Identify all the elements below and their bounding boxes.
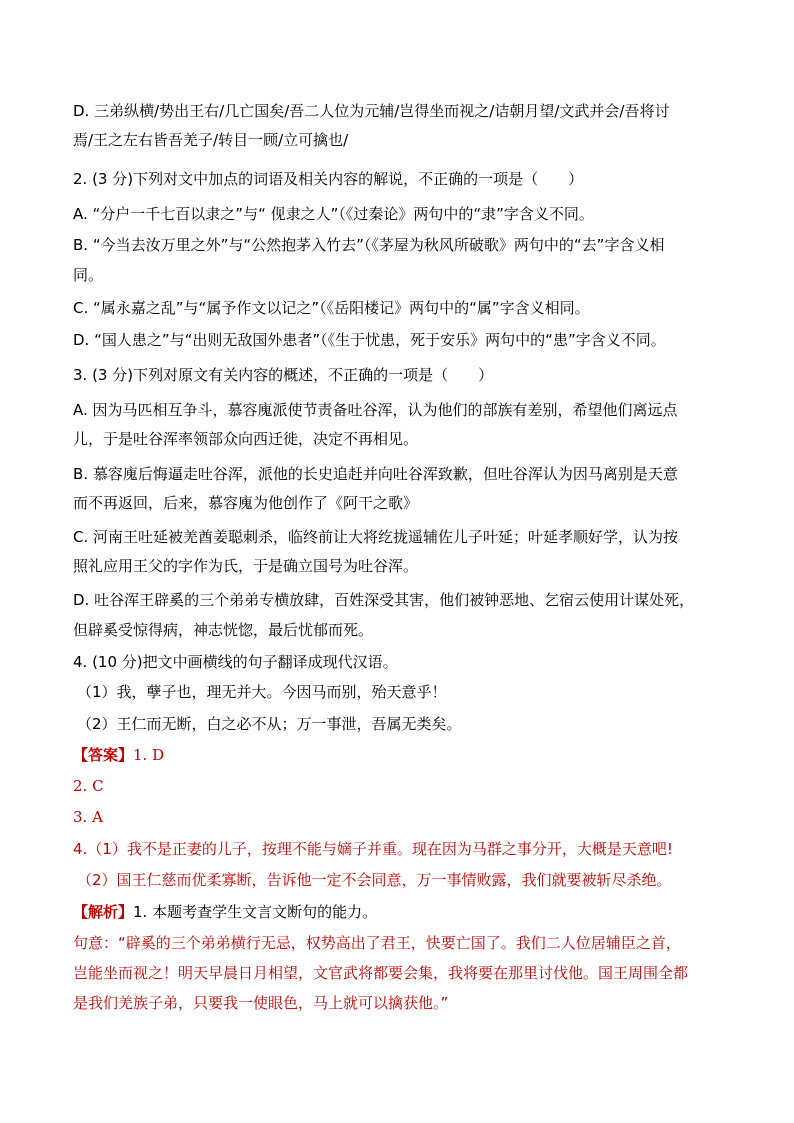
q2-option-d: D. “国人患之”与“出则无敌国外患者”（《生于忧患，死于安乐》两句中的“患”字含义不同。 (73, 331, 666, 349)
analysis-first: 1. 本题考查学生文言文断句的能力。 (133, 903, 378, 921)
q1-option-d-line1: D. 三弟纵横/势出王右/几亡国矣/吾二人位为元辅/岂得坐而视之/诘朝月望/文武并会/吾将讨 (73, 102, 670, 120)
answer-tag: 【答案】 (73, 746, 134, 764)
q3-option-b-line2: 而不再返回，后来，慕容廆为他创作了《阿干之歌》 (73, 494, 419, 512)
q4-sentence-2: （2）王仁而无断，白之必不从；万一事泄，吾属无类矣。 (77, 715, 462, 733)
q2-option-c: C. “属永嘉之乱”与“属予作文以记之”（《岳阳楼记》两句中的“属”字含义相同。 (73, 299, 590, 317)
q2-stem: 2. (3 分)下列对文中加点的词语及相关内容的解说，不正确的一项是（ ） (73, 170, 584, 188)
q4-stem: 4. (10 分)把文中画横线的句子翻译成现代汉语。 (73, 653, 398, 671)
analysis-tag: 【解析】 (73, 903, 134, 921)
q3-option-c-line2: 照礼应用王父的字作为氏，于是确立国号为吐谷浑。 (73, 557, 419, 575)
q3-option-a-line1: A. 因为马匹相互争斗，慕容廆派使节责备吐谷浑，认为他们的部族有差别，希望他们离远点 (73, 401, 678, 419)
answer-3: 3. A (73, 808, 103, 826)
analysis-text-line2: 岂能坐而视之！明天早晨日月相望，文官武将都要会集，我将要在那里讨伐他。国王周围全都 (73, 964, 689, 982)
q3-stem: 3. (3 分)下列对原文有关内容的概述，不正确的一项是（ ） (73, 366, 494, 384)
answer-4-1: 4.（1）我不是正妻的儿子，按理不能与嫡子并重。现在因为马群之事分开，大概是天意吧! (73, 840, 673, 858)
q3-option-c-line1: C. 河南王吐延被羌酋姜聪刺杀，临终前让大将纥拢遥辅佐儿子叶延；叶延孝顺好学，认为按 (73, 528, 679, 546)
q4-sentence-1: （1）我，孽子也，理无并大。今因马而别，殆天意乎！ (77, 683, 447, 701)
answer-2: 2. C (73, 777, 104, 795)
q2-option-b-line2: 同。 (73, 266, 104, 284)
q1-option-d-line2: 焉/王之左右皆吾羌子/转目一顾/立可擒也/ (73, 131, 349, 149)
q3-option-a-line2: 儿，于是吐谷浑率领部众向西迁徙，决定不再相见。 (73, 430, 419, 448)
q2-option-a: A. “分户一千七百以隶之”与“ 伣隶之人”（《过秦论》两句中的“隶”字含义不同。 (73, 205, 594, 223)
q3-option-b-line1: B. 慕容廆后悔逼走吐谷浑，派他的长史追赶并向吐谷浑致歉，但吐谷浑认为因马离别是天意 (73, 465, 678, 483)
q2-option-b-line1: B. “今当去汝万里之外”与“公然抱茅入竹去”（《茅屋为秋风所破歌》两句中的“去”字含义相 (73, 236, 665, 254)
answer-4-2: （2）国王仁慈而优柔寡断，告诉他一定不会同意，万一事情败露，我们就要被斩尽杀绝。 (77, 871, 672, 889)
analysis-text-line1: 句意：“辟奚的三个弟弟横行无忌，权势高出了君王，快要亡国了。我们二人位居辅臣之首， (73, 934, 681, 952)
q3-option-d-line1: D. 吐谷浑王辟奚的三个弟弟专横放肆，百姓深受其害，他们被钟恶地、乞宿云使用计谋处死， (73, 591, 695, 609)
analysis-line (73, 902, 377, 922)
answer-line (73, 745, 164, 765)
analysis-text-line3: 是我们羌族子弟，只要我一使眼色，马上就可以擒获他。” (73, 994, 449, 1012)
answer-1: 1. D (133, 746, 165, 764)
q3-option-d-line2: 但辟奚受惊得病，神志恍惚，最后忧郁而死。 (73, 621, 374, 639)
